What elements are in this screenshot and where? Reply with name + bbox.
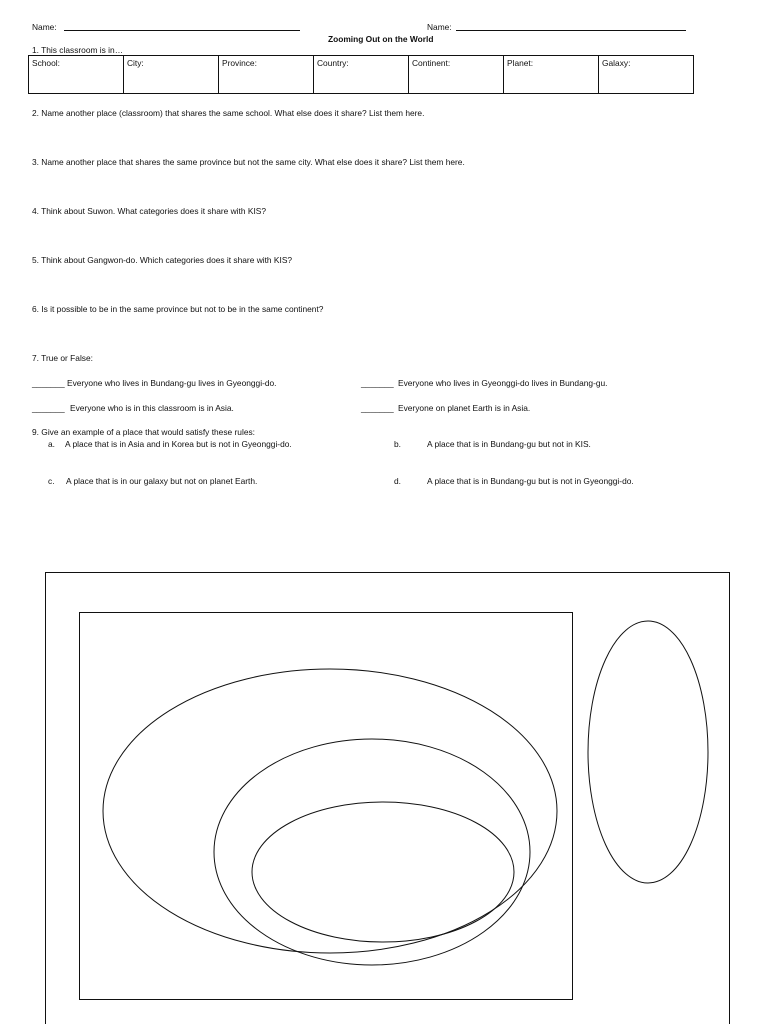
large-ellipse xyxy=(103,669,557,953)
tf-blank-4[interactable]: _______ xyxy=(361,403,394,413)
tf-statement-3: Everyone who is in this classroom is in Asia. xyxy=(70,403,234,413)
cell-city[interactable]: City: xyxy=(124,56,219,94)
q9-marker-a: a. xyxy=(48,439,55,449)
separate-ellipse xyxy=(588,621,708,883)
q1-prompt: 1. This classroom is in… xyxy=(32,45,124,55)
cell-continent[interactable]: Continent: xyxy=(409,56,504,94)
question-5: 5. Think about Gangwon-do. Which categories does it share with KIS? xyxy=(32,255,293,265)
cell-school[interactable]: School: xyxy=(29,56,124,94)
question-6: 6. Is it possible to be in the same province but not to be in the same continent? xyxy=(32,304,324,314)
cell-galaxy[interactable]: Galaxy: xyxy=(599,56,694,94)
tf-blank-2[interactable]: _______ xyxy=(361,378,394,388)
q9-item-d: A place that is in Bundang-gu but is not in Gyeonggi-do. xyxy=(427,476,634,486)
name-label-right: Name: xyxy=(427,22,452,32)
q9-marker-c: c. xyxy=(48,476,55,486)
tf-blank-1[interactable]: _______ xyxy=(32,378,65,388)
tf-statement-2: Everyone who lives in Gyeonggi-do lives in Bundang-gu. xyxy=(398,378,608,388)
question-3: 3. Name another place that shares the same province but not the same city. What else does it share? List them here. xyxy=(32,157,465,167)
question-9: 9. Give an example of a place that would satisfy these rules: xyxy=(32,427,255,437)
name-label-left: Name: xyxy=(32,22,57,32)
inner-frame xyxy=(80,613,573,1000)
q9-marker-b: b. xyxy=(394,439,401,449)
question-4: 4. Think about Suwon. What categories does it share with KIS? xyxy=(32,206,267,216)
q9-item-a: A place that is in Asia and in Korea but is not in Gyeonggi-do. xyxy=(65,439,292,449)
q9-item-c: A place that is in our galaxy but not on planet Earth. xyxy=(66,476,258,486)
outer-frame xyxy=(46,573,730,1024)
cell-planet[interactable]: Planet: xyxy=(504,56,599,94)
small-ellipse xyxy=(252,802,514,942)
cell-province[interactable]: Province: xyxy=(219,56,314,94)
q9-item-b: A place that is in Bundang-gu but not in KIS. xyxy=(427,439,591,449)
tf-statement-1: Everyone who lives in Bundang-gu lives in Gyeonggi-do. xyxy=(67,378,277,388)
question-2: 2. Name another place (classroom) that shares the same school. What else does it share? List them here. xyxy=(32,108,425,118)
tf-blank-3[interactable]: _______ xyxy=(32,403,65,413)
tf-statement-4: Everyone on planet Earth is in Asia. xyxy=(398,403,531,413)
cell-country[interactable]: Country: xyxy=(314,56,409,94)
middle-ellipse xyxy=(214,739,530,965)
question-7: 7. True or False: xyxy=(32,353,93,363)
q9-marker-d: d. xyxy=(394,476,401,486)
page-title: Zooming Out on the World xyxy=(328,34,434,44)
